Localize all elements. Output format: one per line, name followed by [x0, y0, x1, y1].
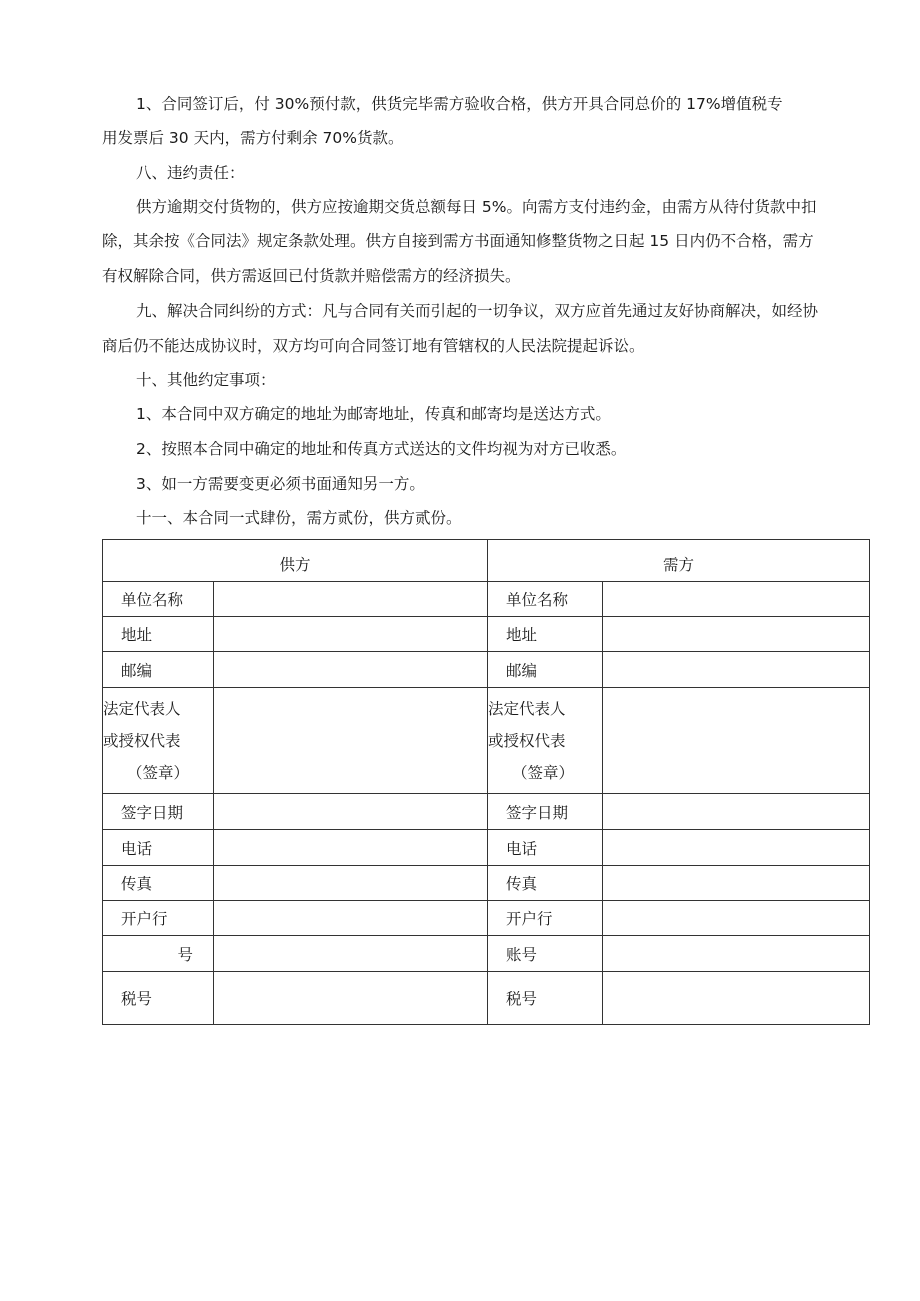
buyer-address-field[interactable] [603, 617, 870, 652]
supplier-rep-line-1: 法定代表人 [103, 699, 181, 718]
buyer-fax-field[interactable] [603, 866, 870, 901]
supplier-fax-field[interactable] [214, 866, 488, 901]
buyer-address-label: 地址 [488, 617, 603, 652]
buyer-rep-seal: （签章） [512, 763, 575, 782]
supplier-phone-label: 电话 [103, 830, 214, 866]
supplier-sign-date-label: 签字日期 [103, 794, 214, 830]
section-8-line-1: 供方逾期交付货物的，供方应按逾期交货总额每日 5%。向需方支付违约金，由需方从待付货款中扣 [136, 198, 817, 216]
buyer-account-field[interactable] [603, 936, 870, 972]
buyer-sign-date-label: 签字日期 [488, 794, 603, 830]
buyer-bank-label: 开户行 [488, 901, 603, 936]
supplier-rep-seal: （签章） [127, 763, 190, 782]
supplier-bank-label: 开户行 [103, 901, 214, 936]
supplier-header: 供方 [103, 540, 488, 582]
section-8-line-3: 有权解除合同，供方需返回已付货款并赔偿需方的经济损失。 [102, 267, 521, 285]
buyer-account-label: 账号 [488, 936, 603, 972]
buyer-header: 需方 [488, 540, 870, 582]
buyer-tax-no-label: 税号 [488, 972, 603, 1025]
signature-table [102, 539, 870, 1025]
buyer-phone-label: 电话 [488, 830, 603, 866]
supplier-phone-field[interactable] [214, 830, 488, 866]
supplier-address-label: 地址 [103, 617, 214, 652]
supplier-account-label: 号 [103, 936, 214, 972]
section-8-line-2: 除，其余按《合同法》规定条款处理。供方自接到需方书面通知修整货物之日起 15 日内仍不合格，需方 [102, 232, 814, 250]
buyer-unit-name-label: 单位名称 [488, 582, 603, 617]
buyer-bank-field[interactable] [603, 901, 870, 936]
supplier-representative-field[interactable] [214, 688, 488, 794]
buyer-fax-label: 传真 [488, 866, 603, 901]
supplier-sign-date-field[interactable] [214, 794, 488, 830]
supplier-account-field[interactable] [214, 936, 488, 972]
section-11: 十一、本合同一式肆份，需方贰份，供方贰份。 [136, 509, 462, 527]
section-8-title: 八、违约责任： [136, 164, 245, 182]
supplier-postcode-field[interactable] [214, 652, 488, 688]
section-10-item-2: 2、按照本合同中确定的地址和传真方式送达的文件均视为对方已收悉。 [136, 440, 627, 458]
section-9-line-1: 九、解决合同纠纷的方式：凡与合同有关而引起的一切争议，双方应首先通过友好协商解决，如经协 [136, 302, 819, 320]
supplier-tax-no-label: 税号 [103, 972, 214, 1025]
buyer-representative-label [488, 688, 603, 794]
buyer-tax-no-field[interactable] [603, 972, 870, 1025]
supplier-unit-name-field[interactable] [214, 582, 488, 617]
supplier-postcode-label: 邮编 [103, 652, 214, 688]
buyer-phone-field[interactable] [603, 830, 870, 866]
buyer-sign-date-field[interactable] [603, 794, 870, 830]
section-9-line-2: 商后仍不能达成协议时，双方均可向合同签订地有管辖权的人民法院提起诉讼。 [102, 337, 645, 355]
buyer-postcode-label: 邮编 [488, 652, 603, 688]
supplier-representative-label [103, 688, 214, 794]
payment-terms-line-1: 1、合同签订后，付 30%预付款，供货完毕需方验收合格，供方开具合同总价的 17%增值税专 [136, 95, 783, 113]
buyer-rep-line-2: 或授权代表 [488, 731, 566, 750]
supplier-address-field[interactable] [214, 617, 488, 652]
section-10-item-3: 3、如一方需要变更必须书面通知另一方。 [136, 475, 425, 493]
supplier-tax-no-field[interactable] [214, 972, 488, 1025]
supplier-bank-field[interactable] [214, 901, 488, 936]
buyer-representative-field[interactable] [603, 688, 870, 794]
buyer-postcode-field[interactable] [603, 652, 870, 688]
buyer-unit-name-field[interactable] [603, 582, 870, 617]
supplier-fax-label: 传真 [103, 866, 214, 901]
supplier-rep-line-2: 或授权代表 [103, 731, 181, 750]
section-10-title: 十、其他约定事项： [136, 371, 276, 389]
payment-terms-line-2: 用发票后 30 天内，需方付剩余 70%货款。 [102, 129, 404, 147]
supplier-unit-name-label: 单位名称 [103, 582, 214, 617]
buyer-rep-line-1: 法定代表人 [488, 699, 566, 718]
section-10-item-1: 1、本合同中双方确定的地址为邮寄地址，传真和邮寄均是送达方式。 [136, 405, 611, 423]
